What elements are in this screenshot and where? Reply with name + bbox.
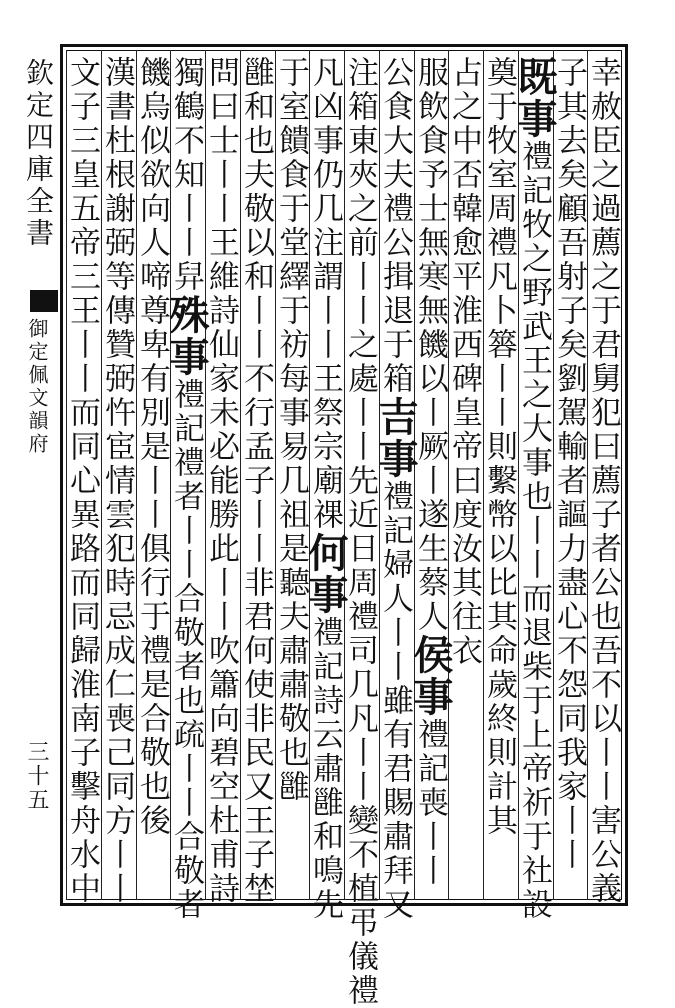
column-text: 幸赦臣之過薦之于君舅犯曰薦子者公也吾不以丨丨害公義 [585,56,621,906]
text-column [407,56,454,894]
column-text: 饑烏似欲向人啼 [134,56,170,294]
text-column [551,56,588,894]
text-column [481,56,518,894]
column-text: 禮記喪丨丨 [412,718,448,888]
entry-heading: 何事 [302,532,349,616]
column-text: 雝和也夫敬以和丨丨不行孟子丨丨非君何使非民又王子埜 [238,56,274,906]
column-text: 尊卑有別是丨丨俱行于禮是合敬也後 [134,294,170,838]
text-column [238,56,275,906]
column-text: 禮記牧之野武王之大事也丨丨而退柴于上帝祈于社設 [516,140,552,922]
entry-heading: 既事 [511,56,558,140]
column-text: 不植弔儀禮 [342,838,378,1008]
text-column [302,56,349,922]
text-column [134,56,171,894]
text-column [372,56,419,922]
entry-heading: 吉事 [372,396,419,480]
column-text: 禮記詩云肅雝和鳴先 [307,616,343,922]
column-text: 服飲食予士無寒無饑以丨厥丨遂生蔡人 [412,56,448,634]
book-title: 欽定四庫全書 [22,58,55,250]
column-text: 于室饋食于堂繹于祊每事易几 [273,56,309,498]
column-text: 禮記婦人丨丨雖有君賜肅拜又 [377,480,413,922]
text-column [99,56,136,906]
column-text: 公食大夫禮公揖退于箱 [377,56,413,396]
column-text: 凡凶事仍几注謂丨丨王祭宗廟祼 [307,56,343,532]
text-column [64,56,101,906]
column-text: 文子三皇五帝三王丨丨而同心異路而同歸淮南子擊舟水中 [64,56,100,906]
column-text: 獨鶴不知丨丨舁 [168,56,204,294]
text-column [203,56,240,906]
column-text: 禮記禮者丨丨合敬者也疏丨丨合敬者 [168,378,204,922]
column-text: 奠于牧室周禮凡卜簭丨丨則繫幣以比其命歲終則計其 [481,56,517,838]
column-text: 丨丨先近日周禮司几凡丨丨變 [342,396,378,838]
column-text: 漢書杜根謝弼等傳贊弼忤宦情雲犯時忌成仁喪己同方丨丨 [99,56,135,906]
column-text: 占之中否韓愈平淮西碑皇帝曰度汝其往衣 [446,56,482,668]
margin-subtitle: 御定佩文韻府 [25,318,49,456]
column-text: 注箱東夾之前丨丨之處 [342,56,378,396]
text-column [585,56,622,906]
text-column [446,56,483,894]
entry-heading: 殊事 [163,294,210,378]
page-number: 三十五 [24,740,49,812]
column-text: 子其去矣顧吾射子矣劉駕輸者謳力盡心不怨同我家丨丨 [551,56,587,872]
text-column [511,56,558,922]
column-text: 問曰士丨丨王維詩仙家未必能勝此丨丨吹簫向碧空杜甫詩 [203,56,239,906]
entry-heading: 侯事 [407,634,454,718]
text-column [342,56,379,1008]
column-text: 祖是聽夫肅肅敬也雝 [273,498,309,804]
text-column [163,56,210,922]
text-column [273,56,310,894]
margin-block-mark [30,290,58,312]
